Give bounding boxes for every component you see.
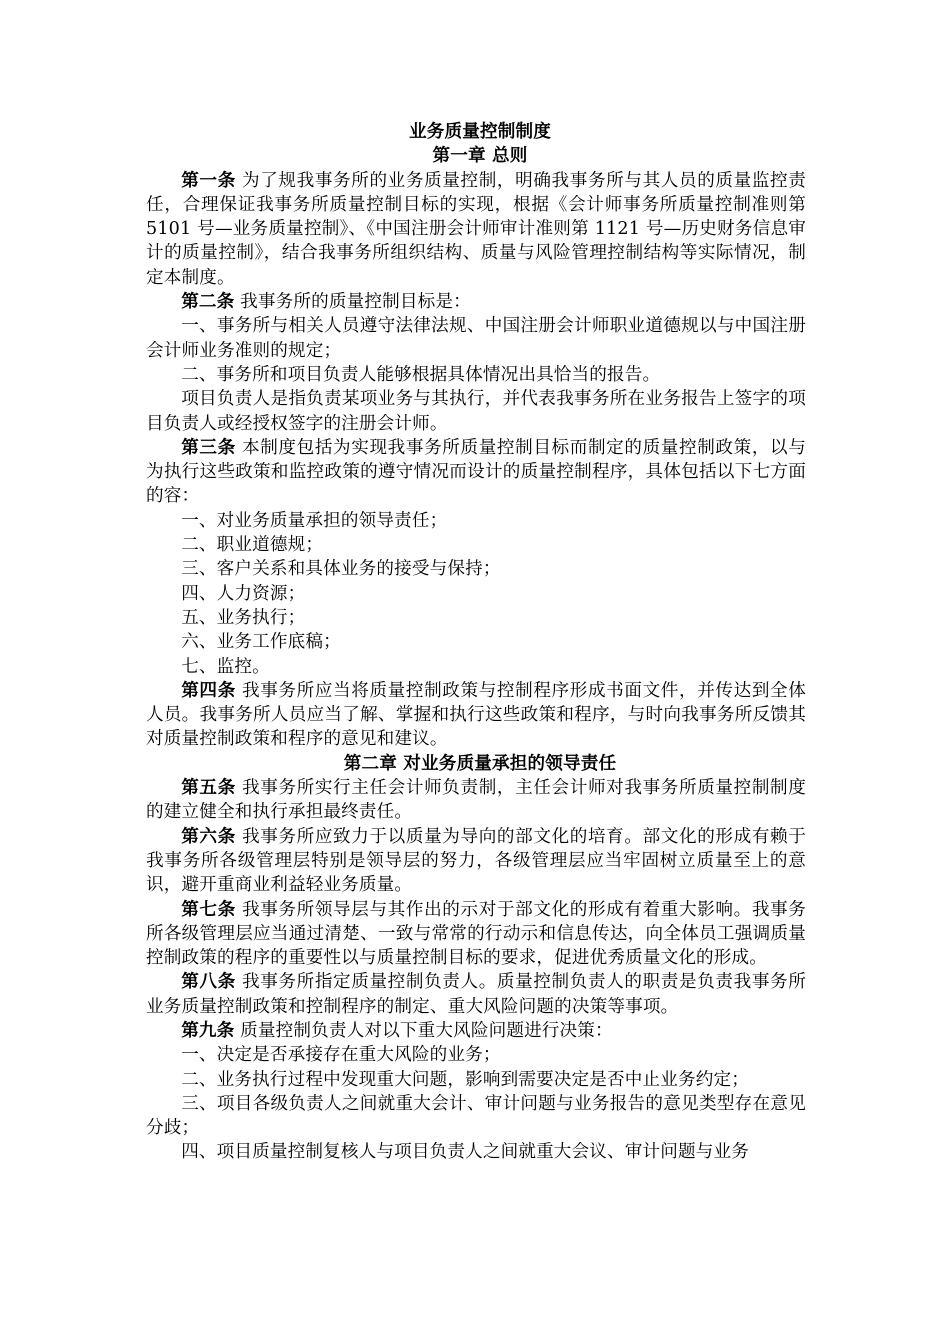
document-page [146,120,806,1165]
article-4-text: 我事务所应当将质量控制政策与控制程序形成书面文件，并传达到全体人员。我事务所人员应当了解、掌握和执行这些政策和程序，与时向我事务所反馈其对质量控制政策和程序的意见和建议。 [146,680,806,750]
article-8-label: 第八条 [181,971,236,993]
article-3-text: 本制度包括为实现我事务所质量控制目标而制定的质量控制政策，以与为执行这些政策和监控政策的遵守情况而设计的质量控制程序，具体包括以下七方面的容： [146,437,806,507]
article-4 [146,679,806,752]
article-3-label: 第三条 [181,436,236,458]
article-5-text: 我事务所实行主任会计师负责制，主任会计师对我事务所质量控制制度的建立健全和执行承担最终责任。 [146,778,806,823]
article-3-item: 一、对业务质量承担的领导责任； [181,510,448,531]
article-5 [146,776,806,825]
article-2-item: 二、事务所和项目负责人能够根据具体情况出具恰当的报告。 [181,364,661,385]
document-title: 业务质量控制制度 [409,121,551,142]
article-3-item: 四、人力资源； [181,583,306,604]
article-9-item: 四、项目质量控制复核人与项目负责人之间就重大会议、审计问题与业务 [181,1142,749,1163]
article-6 [146,825,806,898]
article-9 [146,1019,806,1043]
article-5-label: 第五条 [181,777,236,799]
article-8 [146,970,806,1019]
article-3-item: 七、监控。 [181,656,270,677]
article-9-label: 第九条 [181,1019,235,1041]
article-2-text: 我事务所的质量控制目标是： [234,292,471,313]
article-7-text: 我事务所领导层与其作出的示对于部文化的形成有着重大影响。我事务所各级管理层应当通过清楚、一致与常常的行动示和信息传达，向全体员工强调质量控制政策的程序的重要性以与质量控制目标的要求，促进优秀质量文化的形成。 [146,899,806,969]
article-8-text: 我事务所指定质量控制负责人。质量控制负责人的职责是负责我事务所业务质量控制政策和控制程序的制定、重大风险问题的决策等事项。 [146,972,806,1017]
article-6-label: 第六条 [181,825,236,847]
article-9-item: 二、业务执行过程中发现重大问题，影响到需要决定是否中止业务约定； [181,1069,749,1090]
article-3 [146,436,806,509]
article-2 [146,290,806,314]
article-2-label: 第二条 [181,291,235,313]
article-4-label: 第四条 [181,679,236,701]
article-1-label: 第一条 [181,169,236,191]
article-2-item: 一、事务所与相关人员遵守法律法规、中国注册会计师职业道德规以与中国注册会计师业务准则的规定； [146,316,806,361]
article-7 [146,898,806,971]
article-1-text: 为了规我事务所的业务质量控制，明确我事务所与其人员的质量监控责任，合理保证我事务所质量控制目标的实现，根据《会计师事务所质量控制准则第 5101 号—业务质量控制》、《中国注册会计师审计准则第 1121 号—历史财务信息审计的质量控制》，结合我事务所组织结构、质量与风险管理控制结构等实际情况，制定本制度。 [146,170,806,288]
article-9-item: 三、项目各级负责人之间就重大会计、审计问题与业务报告的意见类型存在意见分歧； [146,1093,806,1139]
article-2-note: 项目负责人是指负责某项业务与其执行，并代表我事务所在业务报告上签字的项目负责人或经授权签字的注册会计师。 [146,389,806,434]
article-6-text: 我事务所应致力于以质量为导向的部文化的培育。部文化的形成有赖于我事务所各级管理层特别是领导层的努力，各级管理层应当牢固树立质量至上的意识，避开重商业利益轻业务质量。 [146,826,806,896]
article-3-item: 三、客户关系和具体业务的接受与保持； [181,559,501,580]
article-9-text: 质量控制负责人对以下重大风险问题进行决策： [234,1020,613,1041]
article-9-item: 一、决定是否承接存在重大风险的业务； [181,1045,501,1066]
chapter-2-heading: 第二章 对业务质量承担的领导责任 [343,752,617,774]
article-7-label: 第七条 [181,898,236,920]
article-3-item: 二、职业道德规； [181,535,324,556]
article-1 [146,169,806,290]
chapter-1-heading: 第一章 总则 [432,145,528,167]
article-3-item: 六、业务工作底稿； [181,632,341,653]
article-3-item: 五、业务执行； [181,607,306,628]
